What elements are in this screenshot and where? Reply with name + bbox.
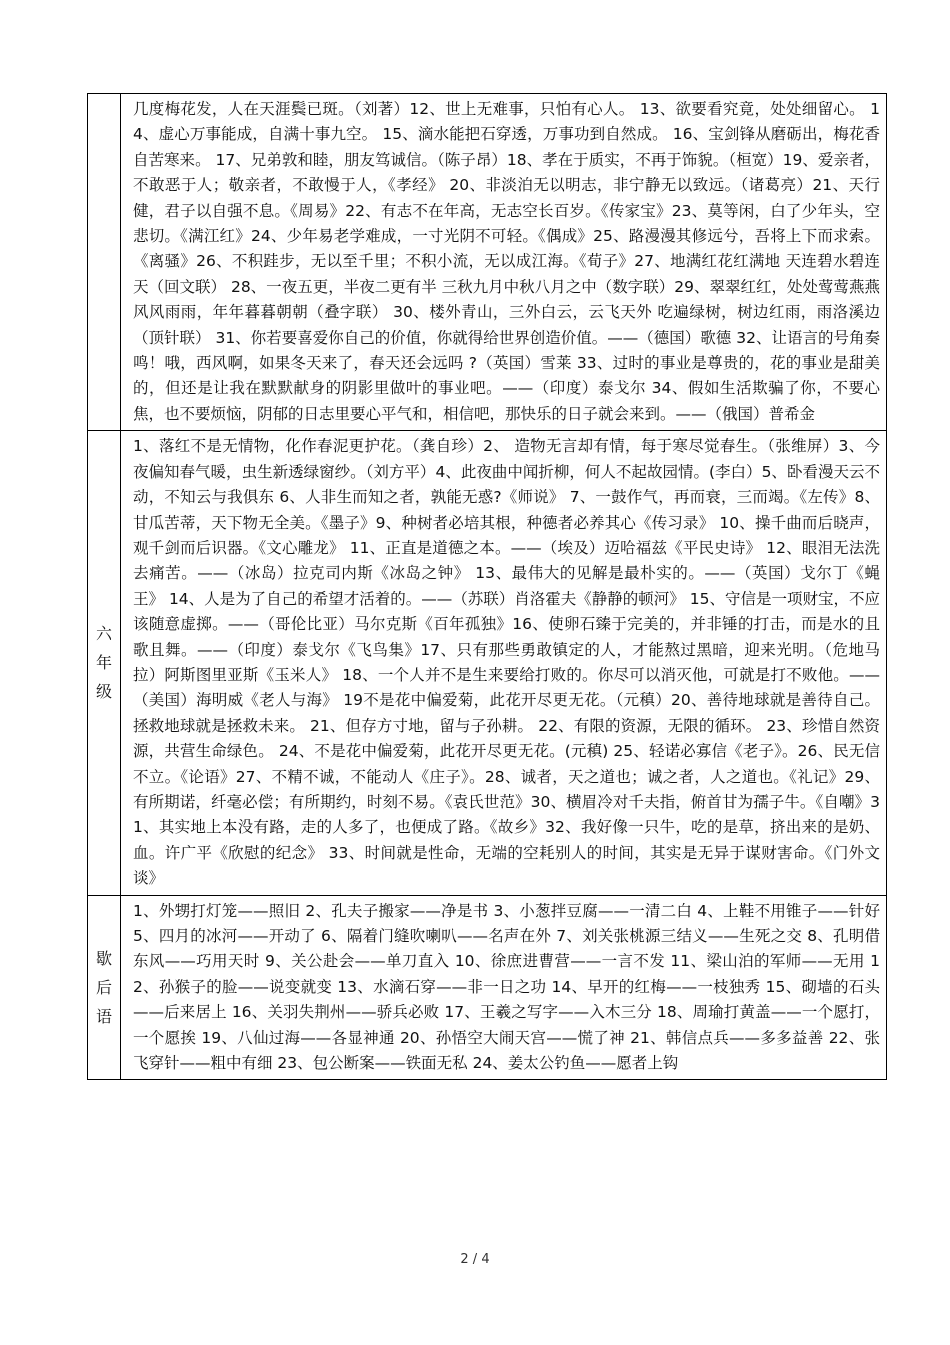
- row-label-cell: [88, 94, 121, 431]
- row-label-grade-six: 六年级: [95, 624, 112, 702]
- quotes-text: 1、落红不是无情物，化作春泥更护花。（龚自珍）2、 造物无言却有情，每于寒尽觉春生。（张维屏）3、今夜偏知春气暖，虫生新透绿窗纱。（刘方平）4、此夜曲中闻折柳，何人不起故园情。(李白）5、卧看漫天云不动，不知云与我俱东 6、人非生而知之者，孰能无惑?《师说》 7、一鼓作气，再而衰，三而竭。《左传》8、甘瓜苦蒂，天下物无全美。《墨子》9、种树者必培其根，种德者必养其心《传习录》 10、操千曲而后晓声，观千剑而后识器。《文心雕龙》 11、正直是道德之本。——（埃及）迈哈福兹《平民史诗》 12、眼泪无法洗去痛苦。——（冰岛）拉克司内斯《冰岛之钟》 13、最伟大的见解是最朴实的。——（英国）戈尔丁《蝇王》 14、人是为了自己的希望才活着的。——（苏联）肖洛霍夫《静静的顿河》 15、守信是一项财宝，不应该随意虚掷。——（哥伦比亚）马尔克斯《百年孤独》16、使卵石臻于完美的，并非锤的打击，而是水的且歌且舞。——（印度）泰戈尔《飞鸟集》17、只有那些勇敢镇定的人，才能熬过黑暗，迎来光明。（危地马拉）阿斯图里亚斯《玉米人》 18、一个人并不是生来要给打败的。你尽可以消灭他，可就是打不败他。——（美国）海明威《老人与海》 19不是花中偏爱菊，此花开尽更无花。（元稹）20、善待地球就是善待自己。拯救地球就是拯救未来。 21、但存方寸地，留与子孙耕。 22、有限的资源，无限的循环。 23、珍惜自然资源，共营生命绿色。 24、不是花中偏爱菊，此花开尽更无花。(元稹) 25、轻诺必寡信《老子》。26、民无信不立。《论语》27、不精不诚，不能动人《庄子》。28、诚者，天之道也；诚之者，人之道也。《礼记》29、有所期诺，纤毫必偿；有所期约，时刻不易。《袁氏世范》30、横眉冷对千夫指，俯首甘为孺子牛。《自嘲》31、其实地上本没有路，走的人多了，也便成了路。《故乡》32、我好像一只牛，吃的是草，挤出来的是奶、血。许广平《欣慰的纪念》 33、时间就是性命，无端的空耗别人的时间，其实是无异于谋财害命。《门外文谈》: [133, 437, 880, 888]
- page-number: 2 / 4: [460, 1252, 490, 1267]
- row-content-cell: [121, 895, 887, 1080]
- content-table: [87, 93, 887, 1080]
- quotes-text: 几度梅花发，人在天涯鬓已斑。（刘著）12、世上无难事，只怕有心人。 13、欲要看究竟，处处细留心。 14、虚心万事能成，自满十事九空。 15、滴水能把石穿透，万事功到自然成。 16、宝剑锋从磨砺出，梅花香自苦寒来。 17、兄弟敦和睦，朋友笃诚信。（陈子昂）18、孝在于质实，不再于饰貌。（桓宽）19、爱亲者，不敢恶于人；敬亲者，不敢慢于人，《孝经》 20、非淡泊无以明志，非宁静无以致远。（诸葛亮）21、天行健，君子以自强不息。《周易》22、有志不在年高，无志空长百岁。《传家宝》23、莫等闲，白了少年头，空悲切。《满江红》24、少年易老学难成，一寸光阴不可轻。《偶成》25、路漫漫其修远兮，吾将上下而求索。《离骚》26、不积跬步，无以至千里；不积小流，无以成江海。《荀子》27、地满红花红满地 天连碧水碧连天（回文联） 28、一夜五更，半夜二更有半 三秋九月中秋八月之中（数字联）29、翠翠红红，处处莺莺燕燕 风风雨雨，年年暮暮朝朝（叠字联） 30、楼外青山，三外白云，云飞天外 吃遍绿树，树边红雨，雨洛溪边（顶针联） 31、你若要喜爱你自己的价值，你就得给世界创造价值。——（德国）歌德 32、让语言的号角奏鸣！哦，西风啊，如果冬天来了，春天还会远吗 ?（英国）雪莱 33、过时的事业是尊贵的，花的事业是甜美的，但还是让我在默默献身的阴影里做叶的事业吧。——（印度）泰戈尔 34、假如生活欺骗了你，不要心焦，也不要烦恼，阴郁的日志里要心平气和，相信吧，那快乐的日子就会来到。——（俄国）普希金: [133, 100, 880, 423]
- table-row: [88, 94, 887, 431]
- row-content-cell: [121, 94, 887, 431]
- row-label-cell: [88, 895, 121, 1080]
- table-row: [88, 895, 887, 1080]
- row-label-xiehouyu: 歇后语: [95, 949, 112, 1027]
- xiehouyu-text: 1、外甥打灯笼——照旧 2、孔夫子搬家——净是书 3、小葱拌豆腐——一清二白 4、上鞋不用锥子——针好 5、四月的冰河——开动了 6、隔着门缝吹喇叭——名声在外 7、刘关张桃源三结义——生死之交 8、孔明借东风——巧用天时 9、关公赴会——单刀直入 10、徐庶进曹营——一言不发 11、梁山泊的军师——无用 12、孙猴子的脸——说变就变 13、水滴石穿——非一日之功 14、早开的红梅——一枝独秀 15、砌墙的石头——后来居上 16、关羽失荆州——骄兵必败 17、王羲之写字——入木三分 18、周瑜打黄盖——一个愿打，一个愿挨 19、八仙过海——各显神通 20、孙悟空大闹天宫——慌了神 21、韩信点兵——多多益善 22、张飞穿针——粗中有细 23、包公断案——铁面无私 24、姜太公钓鱼——愿者上钩: [133, 901, 881, 1073]
- row-content-cell: [121, 431, 887, 895]
- row-label-cell: [88, 431, 121, 895]
- table-row: [88, 431, 887, 895]
